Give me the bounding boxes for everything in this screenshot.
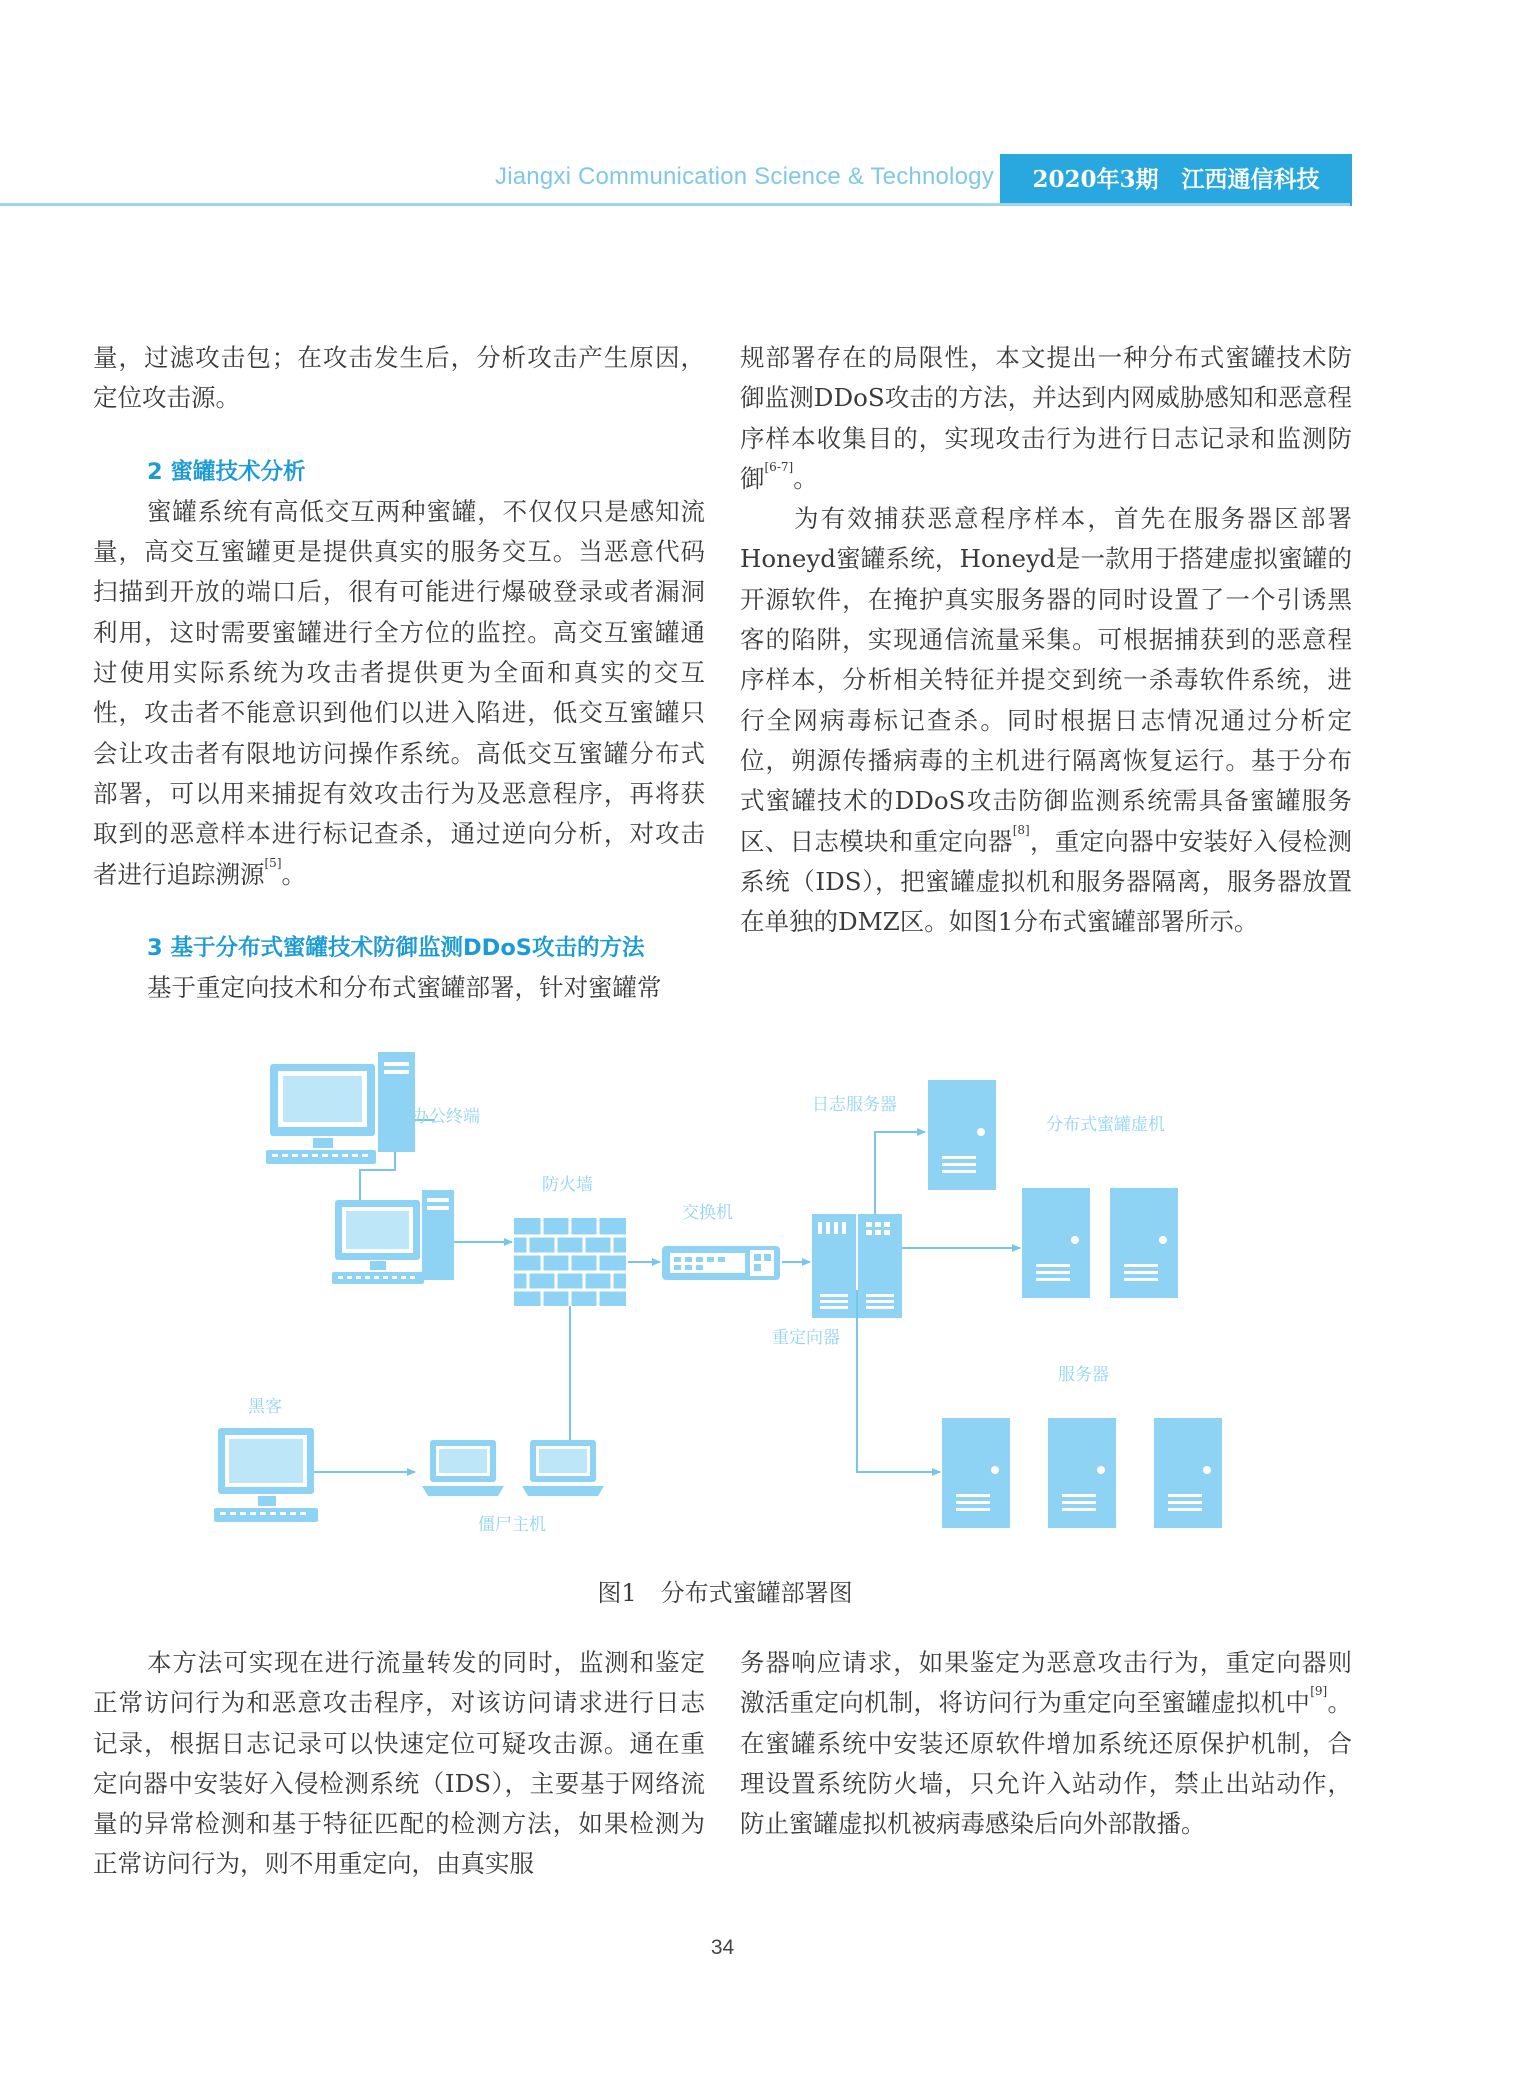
firewall-icon: [514, 1218, 626, 1306]
paragraph-text: ，重定向器中安装好入侵检测系统（IDS），把蜜罐虚拟机和服务器隔离，服务器放置在单独的DMZ区。如图1分布式蜜罐部署所示。: [740, 826, 1353, 937]
citation[interactable]: [9]: [1310, 1684, 1328, 1699]
office-terminal-icon: [266, 1052, 415, 1164]
server-icon: [942, 1418, 1010, 1528]
server-icon: [1154, 1418, 1222, 1528]
connection-lines: [312, 1120, 1020, 1472]
right-column: [740, 338, 1352, 942]
label-zombie: 僵尸主机: [478, 1515, 546, 1535]
zombie-laptop-icon: [422, 1440, 504, 1496]
label-honeypot-vm: 分布式蜜罐虚机: [1046, 1115, 1165, 1135]
label-hacker: 黑客: [248, 1397, 282, 1417]
honeypot-vm-icon: [1022, 1188, 1090, 1298]
paragraph-text: 为有效捕获恶意程序样本，首先在服务器区部署Honeyd蜜罐系统，Honeyd是一款用于搭建虚拟蜜罐的开源软件，在掩护真实服务器的同时设置了一个引诱黑客的陷阱，实现通信流量采集。可根据捕获到的恶意程序样本，分析相关特征并提交到统一杀毒软件系统，进行全网病毒标记查杀。同时根据日志情况通过分析定位，朔源传播病毒的主机进行隔离恢复运行。基于分布式蜜罐技术的DDoS攻击防御监测系统需具备蜜罐服务区、日志模块和重定向器: [740, 504, 1352, 856]
paragraph: [740, 499, 1352, 942]
citation[interactable]: [5]: [264, 855, 282, 870]
paragraph: [93, 492, 705, 895]
bottom-right-column: [740, 1643, 1352, 1844]
label-redirector: 重定向器: [772, 1328, 840, 1348]
honeypot-vm-icon: [1110, 1188, 1178, 1298]
server-icon: [1048, 1418, 1116, 1528]
citation[interactable]: [6-7]: [764, 459, 794, 474]
label-switch: 交换机: [682, 1203, 733, 1223]
header-rule: [0, 203, 1350, 206]
journal-english-title: Jiangxi Communication Science & Technology: [495, 163, 994, 190]
bottom-left-column: [93, 1643, 705, 1885]
zombie-laptop-icon: [522, 1440, 604, 1496]
page-number: 34: [710, 1936, 735, 1959]
network-diagram: [200, 1050, 1250, 1550]
paragraph-end: 。: [793, 463, 818, 493]
label-firewall: 防火墙: [542, 1175, 593, 1195]
issue-badge: 2020年3期 江西通信科技: [1000, 154, 1352, 206]
paragraph: 本方法可实现在进行流量转发的同时，监测和鉴定正常访问行为和恶意攻击程序，对该访问请求进行日志记录，根据日志记录可以快速定位可疑攻击源。通在重定向器中安装好入侵检测系统（IDS），主要基于网络流量的异常检测和基于特征匹配的检测方法，如果检测为正常访问行为，则不用重定向，由真实服: [93, 1648, 705, 1879]
paragraph-text: 蜜罐系统有高低交互两种蜜罐，不仅仅只是感知流量，高交互蜜罐更是提供真实的服务交互。当恶意代码扫描到开放的端口后，很有可能进行爆破登录或者漏洞利用，这时需要蜜罐进行全方位的监控。高交互蜜罐通过使用实际系统为攻击者提供更为全面和真实的交互性，攻击者不能意识到他们以进入陷进，低交互蜜罐只会让攻击者有限地访问操作系统。高低交互蜜罐分布式部署，可以用来捕捉有效攻击行为及恶意程序，再将获取到的恶意样本进行标记查杀，通过逆向分析，对攻击者进行追踪溯源: [93, 496, 705, 889]
label-server: 服务器: [1058, 1365, 1109, 1385]
office-terminal-icon: [332, 1190, 454, 1284]
paragraph-text: 。在蜜罐系统中安装还原软件增加系统还原保护机制，合理设置系统防火墙，只允许入站动作，禁止出站动作，防止蜜罐虚拟机被病毒感染后向外部散播。: [740, 1688, 1353, 1839]
paragraph-end: 。: [281, 859, 306, 889]
paragraph-text: 规部署存在的局限性，本文提出一种分布式蜜罐技术防御监测DDoS攻击的方法，并达到内网威胁感知和恶意程序样本收集目的，实现攻击行为进行日志记录和监测防御: [740, 343, 1352, 493]
hacker-computer-icon: [214, 1428, 318, 1522]
label-office: 办公终端: [412, 1107, 480, 1127]
switch-icon: [662, 1246, 780, 1280]
paragraph-text: 务器响应请求，如果鉴定为恶意攻击行为，重定向器则激活重定向机制，将访问行为重定向至蜜罐虚拟机中: [740, 1648, 1352, 1718]
paragraph: [740, 1643, 1352, 1844]
log-server-icon: [928, 1080, 996, 1190]
paragraph: [740, 338, 1352, 499]
section-heading-3: 3 基于分布式蜜罐技术防御监测DDoS攻击的方法: [147, 934, 645, 961]
label-log-server: 日志服务器: [812, 1095, 897, 1115]
left-column: [93, 338, 705, 1008]
paragraph: 基于重定向技术和分布式蜜罐部署，针对蜜罐常: [147, 973, 662, 1003]
citation[interactable]: [8]: [1012, 822, 1030, 837]
paragraph: 量，过滤攻击包；在攻击发生后，分析攻击产生原因，定位攻击源。: [93, 343, 705, 413]
section-heading-2: 2 蜜罐技术分析: [147, 458, 306, 485]
line-redirector-to-log: [875, 1132, 925, 1220]
figure-caption: 图1 分布式蜜罐部署图: [597, 1579, 853, 1607]
